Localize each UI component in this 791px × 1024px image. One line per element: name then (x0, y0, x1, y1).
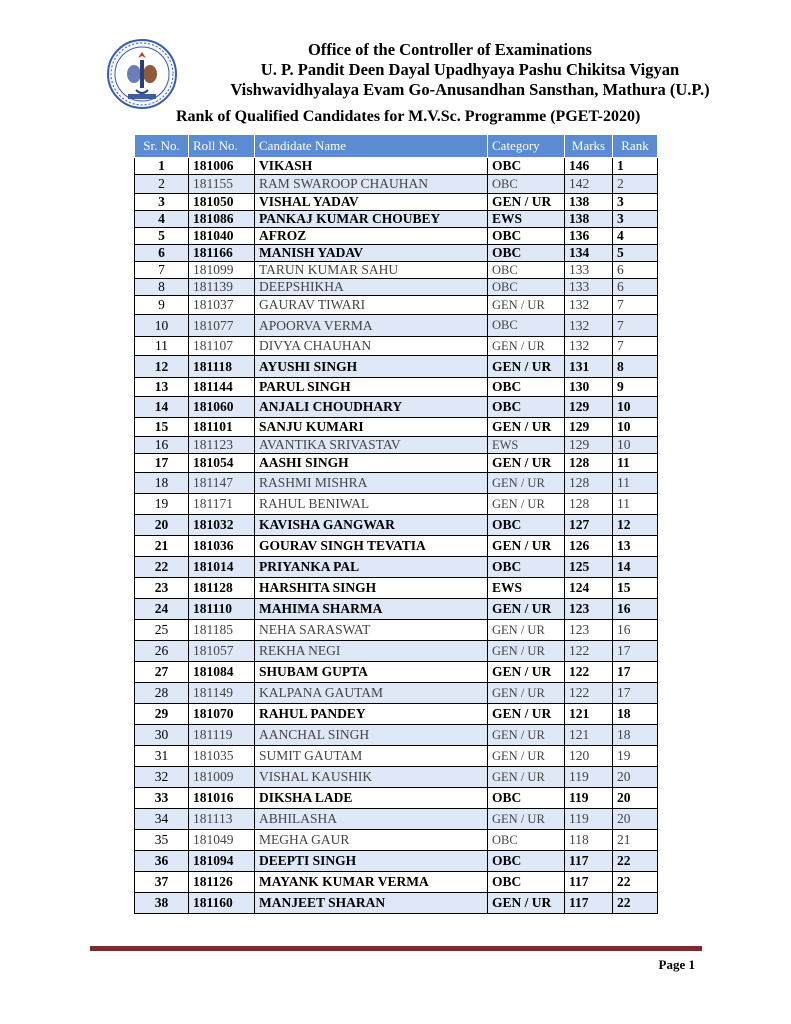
cell-marks: 128 (565, 494, 613, 515)
table-row (135, 473, 658, 494)
cell-marks: 128 (565, 454, 613, 473)
table-row (135, 872, 658, 893)
cell-marks: 132 (565, 337, 613, 356)
cell-name: MAHIMA SHARMA (255, 599, 488, 620)
cell-rank: 9 (613, 378, 658, 397)
cell-cat: GEN / UR (488, 356, 565, 378)
cell-marks: 136 (565, 228, 613, 245)
cell-roll: 181070 (189, 704, 255, 725)
cell-sr: 33 (135, 788, 189, 809)
cell-rank: 17 (613, 683, 658, 704)
cell-cat: GEN / UR (488, 641, 565, 662)
cell-marks: 127 (565, 515, 613, 536)
cell-sr: 1 (135, 158, 189, 175)
cell-sr: 29 (135, 704, 189, 725)
cell-roll: 181037 (189, 296, 255, 315)
cell-sr: 7 (135, 262, 189, 279)
cell-rank: 20 (613, 767, 658, 788)
table-row (135, 315, 658, 337)
cell-sr: 9 (135, 296, 189, 315)
cell-marks: 122 (565, 641, 613, 662)
cell-cat: EWS (488, 437, 565, 454)
cell-marks: 119 (565, 767, 613, 788)
cell-roll: 181049 (189, 830, 255, 851)
cell-roll: 181107 (189, 337, 255, 356)
cell-roll: 181077 (189, 315, 255, 337)
cell-name: DIVYA CHAUHAN (255, 337, 488, 356)
cell-rank: 22 (613, 893, 658, 914)
cell-rank: 3 (613, 211, 658, 228)
cell-name: HARSHITA SINGH (255, 578, 488, 599)
cell-rank: 4 (613, 228, 658, 245)
cell-roll: 181086 (189, 211, 255, 228)
cell-roll: 181016 (189, 788, 255, 809)
table-row (135, 893, 658, 914)
cell-name: MANISH YADAV (255, 245, 488, 262)
cell-name: AFROZ (255, 228, 488, 245)
cell-name: AVANTIKA SRIVASTAV (255, 437, 488, 454)
column-header-rank: Rank (613, 135, 658, 158)
cell-marks: 130 (565, 378, 613, 397)
cell-marks: 138 (565, 211, 613, 228)
cell-roll: 181128 (189, 578, 255, 599)
table-row (135, 175, 658, 194)
table-row (135, 515, 658, 536)
cell-roll: 181057 (189, 641, 255, 662)
table-row (135, 194, 658, 211)
cell-rank: 13 (613, 536, 658, 557)
cell-marks: 133 (565, 262, 613, 279)
table-row (135, 437, 658, 454)
cell-roll: 181094 (189, 851, 255, 872)
cell-sr: 31 (135, 746, 189, 767)
cell-marks: 129 (565, 437, 613, 454)
table-row (135, 337, 658, 356)
cell-name: PANKAJ KUMAR CHOUBEY (255, 211, 488, 228)
cell-rank: 22 (613, 872, 658, 893)
column-header-sr-no: Sr. No. (135, 135, 189, 158)
cell-name: KAVISHA GANGWAR (255, 515, 488, 536)
cell-cat: OBC (488, 378, 565, 397)
cell-rank: 14 (613, 557, 658, 578)
cell-name: RAHUL PANDEY (255, 704, 488, 725)
cell-cat: OBC (488, 851, 565, 872)
cell-rank: 18 (613, 704, 658, 725)
cell-rank: 8 (613, 356, 658, 378)
cell-cat: GEN / UR (488, 536, 565, 557)
cell-rank: 11 (613, 494, 658, 515)
footer-divider (90, 946, 702, 951)
cell-marks: 119 (565, 788, 613, 809)
cell-cat: OBC (488, 397, 565, 418)
cell-sr: 20 (135, 515, 189, 536)
cell-marks: 122 (565, 683, 613, 704)
cell-sr: 32 (135, 767, 189, 788)
cell-roll: 181113 (189, 809, 255, 830)
rank-table (134, 134, 658, 914)
cell-sr: 36 (135, 851, 189, 872)
cell-name: KALPANA GAUTAM (255, 683, 488, 704)
cell-rank: 7 (613, 296, 658, 315)
cell-sr: 17 (135, 454, 189, 473)
column-header-roll-no: Roll No. (189, 135, 255, 158)
cell-cat: GEN / UR (488, 473, 565, 494)
cell-sr: 30 (135, 725, 189, 746)
cell-rank: 16 (613, 620, 658, 641)
cell-rank: 22 (613, 851, 658, 872)
table-row (135, 746, 658, 767)
cell-roll: 181006 (189, 158, 255, 175)
cell-name: RAHUL BENIWAL (255, 494, 488, 515)
cell-roll: 181050 (189, 194, 255, 211)
cell-rank: 20 (613, 788, 658, 809)
cell-rank: 20 (613, 809, 658, 830)
cell-marks: 134 (565, 245, 613, 262)
cell-cat: GEN / UR (488, 893, 565, 914)
cell-rank: 11 (613, 454, 658, 473)
cell-sr: 12 (135, 356, 189, 378)
cell-sr: 37 (135, 872, 189, 893)
cell-cat: OBC (488, 228, 565, 245)
cell-roll: 181036 (189, 536, 255, 557)
cell-cat: GEN / UR (488, 454, 565, 473)
cell-sr: 24 (135, 599, 189, 620)
table-row (135, 378, 658, 397)
table-row (135, 599, 658, 620)
cell-marks: 132 (565, 296, 613, 315)
cell-cat: GEN / UR (488, 662, 565, 683)
cell-sr: 22 (135, 557, 189, 578)
table-row (135, 704, 658, 725)
cell-marks: 146 (565, 158, 613, 175)
table-header-row (135, 135, 658, 158)
cell-marks: 125 (565, 557, 613, 578)
cell-sr: 16 (135, 437, 189, 454)
cell-roll: 181110 (189, 599, 255, 620)
cell-cat: GEN / UR (488, 194, 565, 211)
cell-cat: GEN / UR (488, 337, 565, 356)
cell-cat: OBC (488, 245, 565, 262)
cell-sr: 3 (135, 194, 189, 211)
cell-sr: 38 (135, 893, 189, 914)
cell-roll: 181035 (189, 746, 255, 767)
cell-marks: 126 (565, 536, 613, 557)
cell-rank: 16 (613, 599, 658, 620)
cell-roll: 181185 (189, 620, 255, 641)
cell-cat: GEN / UR (488, 296, 565, 315)
table-row (135, 262, 658, 279)
cell-name: APOORVA VERMA (255, 315, 488, 337)
cell-marks: 142 (565, 175, 613, 194)
table-row (135, 397, 658, 418)
cell-name: RAM SWAROOP CHAUHAN (255, 175, 488, 194)
cell-name: AYUSHI SINGH (255, 356, 488, 378)
table-row (135, 494, 658, 515)
cell-roll: 181166 (189, 245, 255, 262)
cell-roll: 181009 (189, 767, 255, 788)
cell-cat: EWS (488, 578, 565, 599)
cell-roll: 181060 (189, 397, 255, 418)
cell-sr: 23 (135, 578, 189, 599)
cell-name: AANCHAL SINGH (255, 725, 488, 746)
cell-sr: 6 (135, 245, 189, 262)
cell-cat: GEN / UR (488, 599, 565, 620)
cell-name: AASHI SINGH (255, 454, 488, 473)
cell-marks: 123 (565, 599, 613, 620)
document-subtitle: Rank of Qualified Candidates for M.V.Sc. Programme (PGET-2020) (176, 108, 641, 125)
cell-rank: 12 (613, 515, 658, 536)
cell-rank: 7 (613, 337, 658, 356)
cell-sr: 19 (135, 494, 189, 515)
cell-name: DEEPSHIKHA (255, 279, 488, 296)
cell-cat: GEN / UR (488, 620, 565, 641)
table-row (135, 620, 658, 641)
cell-sr: 8 (135, 279, 189, 296)
cell-marks: 117 (565, 893, 613, 914)
cell-marks: 138 (565, 194, 613, 211)
cell-rank: 2 (613, 175, 658, 194)
cell-sr: 34 (135, 809, 189, 830)
cell-sr: 21 (135, 536, 189, 557)
table-row (135, 536, 658, 557)
cell-cat: GEN / UR (488, 704, 565, 725)
cell-rank: 17 (613, 662, 658, 683)
cell-rank: 6 (613, 262, 658, 279)
cell-marks: 124 (565, 578, 613, 599)
cell-roll: 181139 (189, 279, 255, 296)
cell-sr: 14 (135, 397, 189, 418)
column-header-category: Category (488, 135, 565, 158)
university-name-line1: U. P. Pandit Deen Dayal Upadhyaya Pashu Chikitsa Vigyan (260, 60, 680, 79)
cell-roll: 181126 (189, 872, 255, 893)
cell-name: RASHMI MISHRA (255, 473, 488, 494)
cell-roll: 181054 (189, 454, 255, 473)
table-row (135, 279, 658, 296)
cell-marks: 129 (565, 397, 613, 418)
office-title: Office of the Controller of Examinations (308, 40, 592, 59)
cell-cat: GEN / UR (488, 418, 565, 437)
table-row (135, 158, 658, 175)
cell-marks: 121 (565, 704, 613, 725)
table-row (135, 683, 658, 704)
table-row (135, 788, 658, 809)
cell-name: REKHA NEGI (255, 641, 488, 662)
cell-cat: OBC (488, 788, 565, 809)
cell-marks: 129 (565, 418, 613, 437)
cell-marks: 119 (565, 809, 613, 830)
cell-roll: 181160 (189, 893, 255, 914)
table-row (135, 725, 658, 746)
cell-rank: 11 (613, 473, 658, 494)
cell-roll: 181014 (189, 557, 255, 578)
column-header-marks: Marks (565, 135, 613, 158)
cell-sr: 13 (135, 378, 189, 397)
cell-roll: 181099 (189, 262, 255, 279)
cell-name: GOURAV SINGH TEVATIA (255, 536, 488, 557)
table-row (135, 245, 658, 262)
cell-sr: 5 (135, 228, 189, 245)
cell-rank: 21 (613, 830, 658, 851)
cell-sr: 10 (135, 315, 189, 337)
cell-marks: 131 (565, 356, 613, 378)
table-row (135, 578, 658, 599)
table-row (135, 767, 658, 788)
cell-cat: OBC (488, 557, 565, 578)
cell-name: SANJU KUMARI (255, 418, 488, 437)
cell-name: NEHA SARASWAT (255, 620, 488, 641)
university-name-line2: Vishwavidhyalaya Evam Go-Anusandhan Sansthan, Mathura (U.P.) (230, 80, 710, 99)
cell-marks: 133 (565, 279, 613, 296)
table-row (135, 296, 658, 315)
cell-roll: 181119 (189, 725, 255, 746)
cell-marks: 128 (565, 473, 613, 494)
cell-rank: 17 (613, 641, 658, 662)
document-header (180, 40, 760, 100)
cell-name: DIKSHA LADE (255, 788, 488, 809)
cell-rank: 10 (613, 397, 658, 418)
cell-rank: 10 (613, 418, 658, 437)
cell-rank: 18 (613, 725, 658, 746)
table-row (135, 851, 658, 872)
cell-rank: 19 (613, 746, 658, 767)
column-header-candidate-name: Candidate Name (255, 135, 488, 158)
page-number: Page 1 (658, 957, 695, 972)
cell-sr: 4 (135, 211, 189, 228)
cell-name: MANJEET SHARAN (255, 893, 488, 914)
cell-roll: 181040 (189, 228, 255, 245)
cell-name: GAURAV TIWARI (255, 296, 488, 315)
cell-cat: GEN / UR (488, 683, 565, 704)
cell-cat: GEN / UR (488, 767, 565, 788)
cell-marks: 123 (565, 620, 613, 641)
cell-sr: 28 (135, 683, 189, 704)
cell-marks: 122 (565, 662, 613, 683)
table-row (135, 830, 658, 851)
cell-name: VISHAL KAUSHIK (255, 767, 488, 788)
cell-marks: 132 (565, 315, 613, 337)
table-row (135, 211, 658, 228)
cell-cat: GEN / UR (488, 746, 565, 767)
cell-roll: 181147 (189, 473, 255, 494)
cell-cat: OBC (488, 872, 565, 893)
cell-cat: OBC (488, 830, 565, 851)
cell-name: TARUN KUMAR SAHU (255, 262, 488, 279)
cell-sr: 18 (135, 473, 189, 494)
cell-roll: 181144 (189, 378, 255, 397)
cell-sr: 11 (135, 337, 189, 356)
cell-name: PARUL SINGH (255, 378, 488, 397)
cell-cat: OBC (488, 262, 565, 279)
table-row (135, 356, 658, 378)
cell-sr: 2 (135, 175, 189, 194)
cell-name: SHUBAM GUPTA (255, 662, 488, 683)
cell-roll: 181101 (189, 418, 255, 437)
table-row (135, 418, 658, 437)
cell-sr: 26 (135, 641, 189, 662)
cell-sr: 35 (135, 830, 189, 851)
table-row (135, 641, 658, 662)
cell-name: SUMIT GAUTAM (255, 746, 488, 767)
table-row (135, 454, 658, 473)
cell-cat: EWS (488, 211, 565, 228)
table-row (135, 809, 658, 830)
cell-cat: OBC (488, 158, 565, 175)
cell-rank: 15 (613, 578, 658, 599)
cell-roll: 181171 (189, 494, 255, 515)
cell-roll: 181123 (189, 437, 255, 454)
cell-sr: 15 (135, 418, 189, 437)
cell-cat: OBC (488, 279, 565, 296)
cell-cat: OBC (488, 175, 565, 194)
cell-name: PRIYANKA PAL (255, 557, 488, 578)
cell-cat: OBC (488, 315, 565, 337)
cell-roll: 181084 (189, 662, 255, 683)
cell-roll: 181032 (189, 515, 255, 536)
cell-rank: 7 (613, 315, 658, 337)
cell-sr: 25 (135, 620, 189, 641)
cell-sr: 27 (135, 662, 189, 683)
table-row (135, 557, 658, 578)
cell-name: MEGHA GAUR (255, 830, 488, 851)
cell-marks: 118 (565, 830, 613, 851)
cell-rank: 1 (613, 158, 658, 175)
cell-cat: GEN / UR (488, 494, 565, 515)
table-row (135, 662, 658, 683)
cell-roll: 181155 (189, 175, 255, 194)
cell-marks: 121 (565, 725, 613, 746)
cell-marks: 117 (565, 851, 613, 872)
cell-rank: 10 (613, 437, 658, 454)
cell-cat: GEN / UR (488, 809, 565, 830)
cell-cat: OBC (488, 515, 565, 536)
cell-name: ABHILASHA (255, 809, 488, 830)
cell-cat: GEN / UR (488, 725, 565, 746)
table-row (135, 228, 658, 245)
cell-roll: 181118 (189, 356, 255, 378)
cell-name: VISHAL YADAV (255, 194, 488, 211)
cell-name: VIKASH (255, 158, 488, 175)
cell-name: DEEPTI SINGH (255, 851, 488, 872)
cell-name: ANJALI CHOUDHARY (255, 397, 488, 418)
cell-rank: 6 (613, 279, 658, 296)
cell-name: MAYANK KUMAR VERMA (255, 872, 488, 893)
cell-roll: 181149 (189, 683, 255, 704)
cell-marks: 117 (565, 872, 613, 893)
cell-rank: 5 (613, 245, 658, 262)
cell-marks: 120 (565, 746, 613, 767)
cell-rank: 3 (613, 194, 658, 211)
